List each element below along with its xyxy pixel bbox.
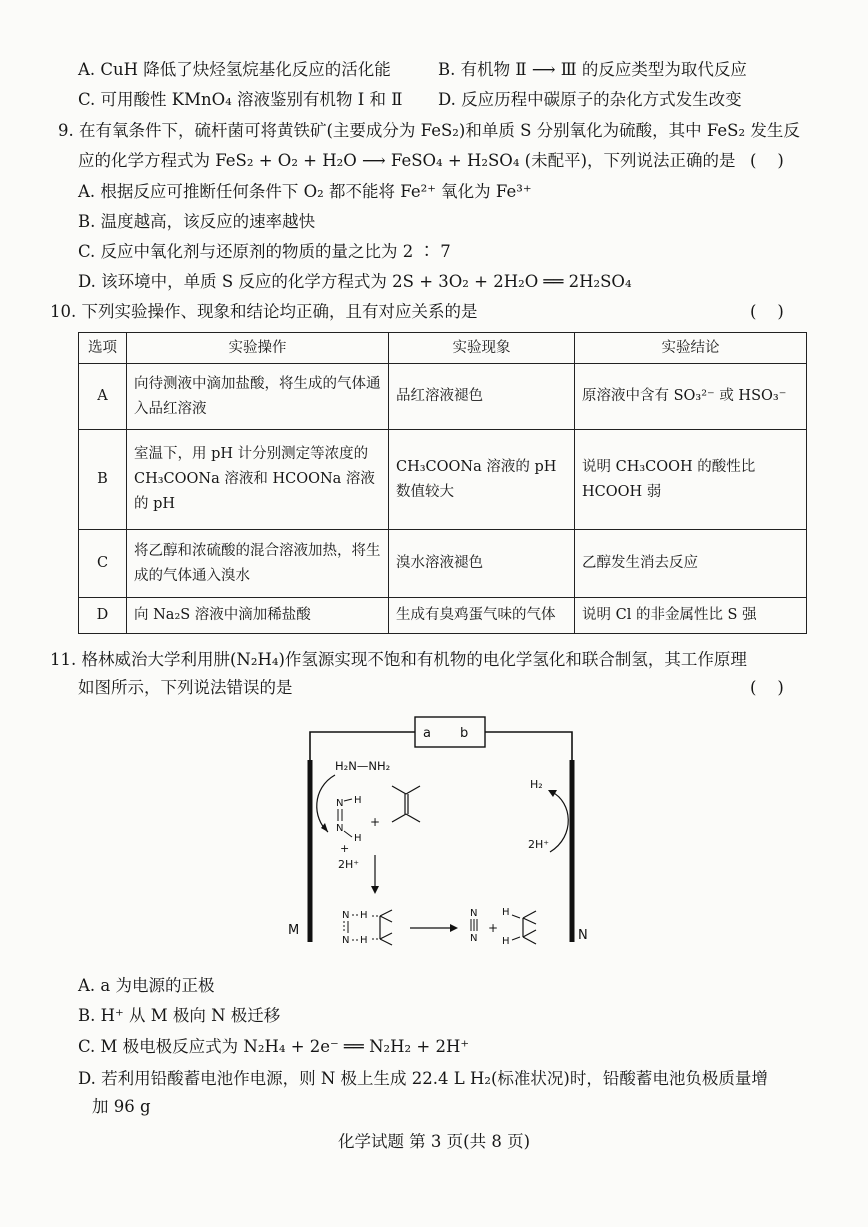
svg-text:H: H: [354, 795, 362, 806]
product-arrow-icon: [450, 924, 458, 932]
table-cell-option: A: [79, 364, 127, 430]
nitrogen-product: [470, 908, 477, 944]
diazene-structure: [336, 795, 362, 844]
product-plus-sign: +: [488, 921, 499, 935]
svg-text:H: H: [360, 935, 368, 946]
table-row: [79, 364, 807, 430]
table-row: [79, 530, 807, 598]
svg-text:N: N: [470, 933, 478, 944]
transition-state-structure: [342, 910, 392, 946]
svg-text:N: N: [336, 823, 344, 834]
q11-answer-paren: ( ): [750, 678, 784, 697]
table-header-phenomenon: 实验现象: [389, 333, 575, 364]
q11-option-d-line1: D. 若利用铅酸蓄电池作电源，则 N 极上生成 22.4 L H₂(标准状况)时，铅酸蓄电池负极质量增: [78, 1069, 768, 1088]
q11-stem-line2: 如图所示，下列说法错误的是: [78, 678, 293, 697]
hydrogen-gas-label: H₂: [530, 778, 543, 791]
q11-option-a: A. a 为电源的正极: [78, 976, 215, 995]
q8-option-b-post: Ⅲ 的反应类型为取代反应: [560, 60, 747, 79]
left-plus-small: +: [340, 842, 350, 855]
reaction-arrow-icon: ⟶: [531, 60, 556, 79]
q11-stem-line1: 11. 格林威治大学利用肼(N₂H₄)作氢源实现不饱和有机物的电化学氢化和联合制氢，其工作原理: [50, 650, 747, 669]
electrode-n-label: N: [578, 928, 588, 943]
q11-option-c: C. M 极电极反应式为 N₂H₄ + 2e⁻ ══ N₂H₂ + 2H⁺: [78, 1037, 470, 1056]
table-cell-phenomenon: CH₃COONa 溶液的 pH 数值较大: [389, 430, 575, 530]
q8-option-b: [438, 58, 747, 82]
table-header-row: [79, 333, 807, 364]
table-cell-operation: 向 Na₂S 溶液中滴加稀盐酸: [127, 598, 389, 634]
hydrogen-curve-arrow: [550, 792, 568, 852]
terminal-a-label: a: [423, 726, 431, 741]
q8-option-d: D. 反应历程中碳原子的杂化方式发生改变: [438, 90, 742, 109]
svg-text:H: H: [360, 910, 368, 921]
terminal-b-label: b: [460, 726, 469, 741]
q9-option-b: B. 温度越高，该反应的速率越快: [78, 212, 316, 231]
right-wire: [485, 732, 572, 907]
table-cell-option: D: [79, 598, 127, 634]
svg-text:N: N: [336, 798, 344, 809]
q10-answer-paren: ( ): [750, 302, 784, 321]
table-cell-conclusion: 乙醇发生消去反应: [575, 530, 807, 598]
q9-answer-paren: ( ): [750, 151, 784, 170]
hydrazine-curve-arrow: [317, 775, 335, 832]
experiment-table: [78, 332, 807, 634]
svg-text:N: N: [470, 908, 478, 919]
table-cell-option: B: [79, 430, 127, 530]
svg-text:H: H: [354, 833, 362, 844]
table-row: [79, 430, 807, 530]
table-cell-conclusion: 说明 Cl 的非金属性比 S 强: [575, 598, 807, 634]
table-header-operation: 实验操作: [127, 333, 389, 364]
table-row: [79, 598, 807, 634]
left-proton-label: 2H⁺: [338, 858, 360, 871]
table-header-conclusion: 实验结论: [575, 333, 807, 364]
svg-text:N: N: [342, 935, 350, 946]
page-footer: 化学试题 第 3 页(共 8 页): [337, 1132, 531, 1151]
table-cell-conclusion: 说明 CH₃COOH 的酸性比 HCOOH 弱: [575, 430, 807, 530]
alkane-product: [502, 907, 536, 947]
table-cell-operation: 将乙醇和浓硫酸的混合溶液加热，将生成的气体通入溴水: [127, 530, 389, 598]
table-cell-option: C: [79, 530, 127, 598]
alkene-structure: [392, 786, 420, 822]
table-cell-phenomenon: 生成有臭鸡蛋气味的气体: [389, 598, 575, 634]
q9-stem-line1: 9. 在有氧条件下，硫杆菌可将黄铁矿(主要成分为 FeS₂)和单质 S 分别氧化为硫酸，其中 FeS₂ 发生反: [58, 121, 800, 140]
table-cell-operation: 向待测液中滴加盐酸，将生成的气体通入品红溶液: [127, 364, 389, 430]
q9-option-c: C. 反应中氧化剂与还原剂的物质的量之比为 2 ∶ 7: [78, 242, 451, 261]
plus-sign: +: [370, 815, 381, 829]
hydrazine-label: H₂N—NH₂: [335, 759, 391, 773]
q11-option-b: B. H⁺ 从 M 极向 N 极迁移: [78, 1006, 281, 1025]
q10-stem: 10. 下列实验操作、现象和结论均正确，且有对应关系的是: [50, 302, 478, 321]
electrolysis-diagram: [280, 710, 610, 960]
electrode-m-label: M: [288, 923, 300, 938]
down-arrow-icon: [371, 886, 379, 894]
q9-stem-line2: 应的化学方程式为 FeS₂ + O₂ + H₂O ⟶ FeSO₄ + H₂SO₄ (未配平)，下列说法正确的是: [78, 151, 736, 170]
table-cell-conclusion: 原溶液中含有 SO₃²⁻ 或 HSO₃⁻: [575, 364, 807, 430]
q8-option-a: A. CuH 降低了炔烃氢烷基化反应的活化能: [78, 60, 391, 79]
q8-option-b-pre: B. 有机物 Ⅱ: [438, 60, 527, 79]
table-cell-phenomenon: 品红溶液褪色: [389, 364, 575, 430]
table-header-option: 选项: [79, 333, 127, 364]
svg-text:N: N: [342, 910, 350, 921]
q11-option-d-line2: 加 96 g: [92, 1097, 151, 1116]
right-proton-label: 2H⁺: [528, 838, 550, 851]
table-cell-phenomenon: 溴水溶液褪色: [389, 530, 575, 598]
q9-option-d: D. 该环境中，单质 S 反应的化学方程式为 2S + 3O₂ + 2H₂O ══ 2H₂SO₄: [78, 272, 632, 291]
svg-text:H: H: [502, 907, 510, 918]
svg-text:H: H: [502, 936, 510, 947]
table-cell-operation: 室温下，用 pH 计分别测定等浓度的 CH₃COONa 溶液和 HCOONa 溶液的 pH: [127, 430, 389, 530]
q9-option-a: A. 根据反应可推断任何条件下 O₂ 都不能将 Fe²⁺ 氧化为 Fe³⁺: [78, 182, 532, 201]
q8-option-c: C. 可用酸性 KMnO₄ 溶液鉴别有机物 Ⅰ 和 Ⅱ: [78, 90, 403, 109]
